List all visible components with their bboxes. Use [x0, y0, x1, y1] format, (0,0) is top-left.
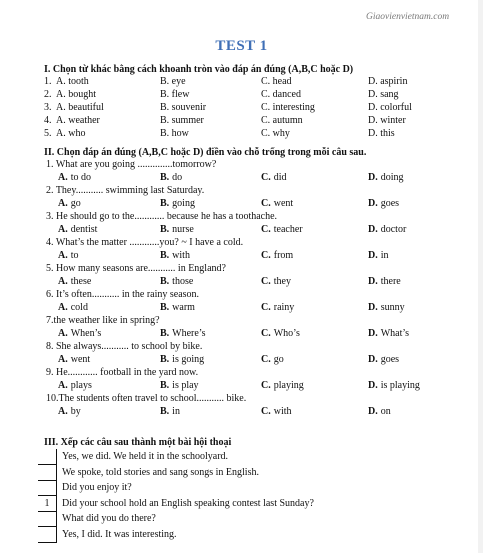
option-text: is playing: [380, 379, 420, 391]
option-text: dentist: [70, 223, 98, 235]
answer-option-b: [160, 354, 204, 366]
answer-option-a: [58, 354, 90, 366]
option-text: cold: [70, 301, 88, 313]
option-letter: A.: [58, 275, 68, 287]
option-letter: C.: [261, 249, 271, 261]
option-text: doctor: [380, 223, 407, 235]
option-b: B. summer: [160, 115, 204, 126]
answer-option-c: [261, 380, 304, 392]
answer-option-c: [261, 328, 300, 340]
section1-heading: I. Chọn từ khác bằng cách khoanh tròn vào đáp án đúng (A,B,C hoặc D): [44, 64, 354, 75]
row-number: 1.: [44, 76, 52, 87]
option-letter: B.: [160, 405, 170, 417]
answer-option-d: [368, 302, 405, 314]
option-text: plays: [70, 379, 92, 391]
option-text: on: [380, 405, 391, 417]
option-text: in: [380, 249, 389, 261]
option-text: goes: [380, 197, 400, 209]
option-letter: C.: [261, 301, 271, 313]
option-letter: C.: [261, 275, 271, 287]
option-letter: C.: [261, 353, 271, 365]
option-text: Who’s: [273, 327, 300, 339]
answer-option-c: [261, 406, 292, 418]
answer-option-d: [368, 276, 401, 288]
answer-option-b: [160, 328, 206, 340]
option-letter: D.: [368, 275, 378, 287]
option-text: doing: [380, 171, 404, 183]
option-a: A. bought: [56, 89, 96, 100]
option-letter: A.: [58, 353, 68, 365]
option-c: C. interesting: [261, 102, 315, 113]
order-box: 1: [38, 496, 57, 512]
section3-heading: III. Xếp các câu sau thành một bài hội thoại: [44, 437, 232, 448]
answer-option-a: [58, 250, 79, 262]
option-text: Where’s: [172, 327, 206, 339]
answer-option-a: [58, 224, 97, 236]
row-number: 3.: [44, 102, 52, 113]
option-letter: D.: [368, 171, 378, 183]
question-stem: 4. What’s the matter ............you? ~ I have a cold.: [46, 237, 244, 248]
option-text: these: [70, 275, 92, 287]
option-text: going: [172, 197, 195, 209]
option-text: What’s: [380, 327, 410, 339]
answer-option-b: [160, 198, 195, 210]
option-text: they: [273, 275, 291, 287]
option-text: playing: [273, 379, 304, 391]
option-a: A. weather: [56, 115, 100, 126]
option-text: go: [273, 353, 284, 365]
option-letter: B.: [160, 275, 170, 287]
option-text: there: [380, 275, 401, 287]
option-letter: C.: [261, 223, 271, 235]
answer-option-a: [58, 328, 101, 340]
option-letter: A.: [58, 327, 68, 339]
order-box: [38, 449, 57, 465]
option-text: warm: [172, 301, 195, 313]
option-text: go: [70, 197, 81, 209]
option-text: When’s: [70, 327, 102, 339]
option-letter: A.: [58, 223, 68, 235]
order-box: [38, 511, 57, 527]
option-text: do: [172, 171, 183, 183]
question-stem: 1. What are you going ..............tomorrow?: [46, 159, 217, 170]
dialogue-line: What did you do there?: [62, 513, 156, 524]
option-letter: D.: [368, 249, 378, 261]
question-stem: 3. He should go to the............ because he has a toothache.: [46, 211, 278, 222]
dialogue-line: Did you enjoy it?: [62, 482, 132, 493]
option-letter: B.: [160, 223, 170, 235]
option-b: B. souvenir: [160, 102, 207, 113]
option-letter: B.: [160, 327, 170, 339]
option-letter: D.: [368, 301, 378, 313]
option-text: went: [70, 353, 91, 365]
option-c: C. danced: [261, 89, 301, 100]
option-text: went: [273, 197, 294, 209]
option-text: with: [273, 405, 292, 417]
option-text: teacher: [273, 223, 303, 235]
dialogue-line: We spoke, told stories and sang songs in English.: [62, 466, 259, 478]
option-letter: A.: [58, 379, 68, 391]
page-title: TEST 1: [215, 38, 268, 54]
option-b: B. flew: [160, 89, 190, 100]
answer-option-c: [261, 354, 284, 366]
option-text: to: [70, 249, 79, 261]
answer-option-d: [368, 380, 420, 392]
option-text: to do: [70, 171, 92, 183]
answer-option-c: [261, 198, 293, 210]
option-c: C. why: [261, 128, 290, 139]
option-d: D. this: [368, 128, 395, 139]
section2-heading: II. Chọn đáp án đúng (A,B,C hoặc D) điền vào chỗ trống trong mỗi câu sau.: [44, 147, 367, 158]
answer-option-b: [160, 302, 195, 314]
watermark: Giaovienvietnam.com: [366, 12, 450, 22]
option-letter: D.: [368, 353, 378, 365]
row-number: 5.: [44, 128, 52, 139]
answer-option-b: [160, 276, 193, 288]
answer-option-d: [368, 354, 399, 366]
option-text: rainy: [273, 301, 295, 313]
answer-option-a: [58, 406, 81, 418]
question-stem: 5. How many seasons are........... in England?: [46, 263, 226, 274]
option-b: B. how: [160, 128, 189, 139]
option-text: by: [70, 405, 81, 417]
answer-option-b: [160, 224, 194, 236]
option-d: D. sang: [368, 89, 399, 100]
option-text: nurse: [172, 223, 194, 235]
option-b: B. eye: [160, 76, 186, 87]
option-letter: A.: [58, 301, 68, 313]
option-c: C. autumn: [261, 115, 303, 126]
option-text: sunny: [380, 301, 405, 313]
option-letter: A.: [58, 249, 68, 261]
answer-option-c: [261, 302, 294, 314]
answer-option-d: [368, 250, 389, 262]
row-number: 2.: [44, 89, 52, 100]
option-letter: C.: [261, 171, 271, 183]
option-text: with: [172, 249, 190, 261]
answer-option-a: [58, 172, 91, 184]
option-text: did: [273, 171, 287, 183]
option-a: A. beautiful: [56, 102, 104, 113]
question-stem: 9. He............ football in the yard now.: [46, 367, 199, 378]
answer-option-b: [160, 250, 190, 262]
answer-option-a: [58, 302, 88, 314]
answer-option-a: [58, 276, 91, 288]
question-stem: 10.The students often travel to school........... bike.: [46, 393, 247, 404]
question-stem: 2. They........... swimming last Saturday.: [46, 185, 205, 196]
option-letter: D.: [368, 327, 378, 339]
option-letter: C.: [261, 327, 271, 339]
option-letter: C.: [261, 379, 271, 391]
question-stem: 6. It’s often........... in the rainy season.: [46, 289, 200, 300]
option-letter: A.: [58, 197, 68, 209]
answer-option-d: [368, 406, 391, 418]
answer-option-d: [368, 328, 409, 340]
option-letter: B.: [160, 301, 170, 313]
answer-option-c: [261, 172, 287, 184]
answer-option-c: [261, 224, 303, 236]
option-text: from: [273, 249, 294, 261]
answer-option-a: [58, 198, 81, 210]
option-letter: B.: [160, 171, 170, 183]
option-text: goes: [380, 353, 400, 365]
option-c: C. head: [261, 76, 292, 87]
option-letter: B.: [160, 197, 170, 209]
answer-option-b: [160, 172, 182, 184]
order-box: [38, 480, 57, 496]
option-text: is play: [172, 379, 199, 391]
answer-option-d: [368, 172, 404, 184]
answer-option-a: [58, 380, 92, 392]
option-letter: D.: [368, 197, 378, 209]
answer-option-c: [261, 250, 293, 262]
option-text: in: [172, 405, 180, 417]
option-letter: A.: [58, 405, 68, 417]
option-letter: B.: [160, 249, 170, 261]
option-letter: B.: [160, 353, 170, 365]
option-text: those: [172, 275, 194, 287]
answer-option-b: [160, 380, 199, 392]
option-letter: C.: [261, 197, 271, 209]
option-a: A. tooth: [56, 76, 89, 87]
dialogue-line: Yes, we did. We held it in the schoolyard.: [62, 451, 229, 462]
order-box: [38, 527, 57, 543]
option-letter: A.: [58, 171, 68, 183]
option-letter: D.: [368, 379, 378, 391]
option-letter: D.: [368, 223, 378, 235]
answer-option-b: [160, 406, 180, 418]
dialogue-line: Did your school hold an English speaking contest last Sunday?: [62, 497, 314, 509]
option-d: D. colorful: [368, 102, 412, 113]
question-stem: 7.the weather like in spring?: [46, 315, 160, 326]
dialogue-line: Yes, I did. It was interesting.: [62, 528, 177, 540]
answer-option-d: [368, 224, 406, 236]
question-stem: 8. She always........... to school by bike.: [46, 341, 203, 352]
option-d: D. winter: [368, 115, 406, 126]
option-letter: B.: [160, 379, 170, 391]
page-edge: [478, 0, 483, 553]
option-letter: C.: [261, 405, 271, 417]
option-a: A. who: [56, 128, 86, 139]
option-d: D. aspirin: [368, 76, 408, 87]
order-box: [38, 465, 57, 481]
row-number: 4.: [44, 115, 52, 126]
answer-option-c: [261, 276, 291, 288]
option-letter: D.: [368, 405, 378, 417]
option-text: is going: [172, 353, 205, 365]
answer-option-d: [368, 198, 399, 210]
